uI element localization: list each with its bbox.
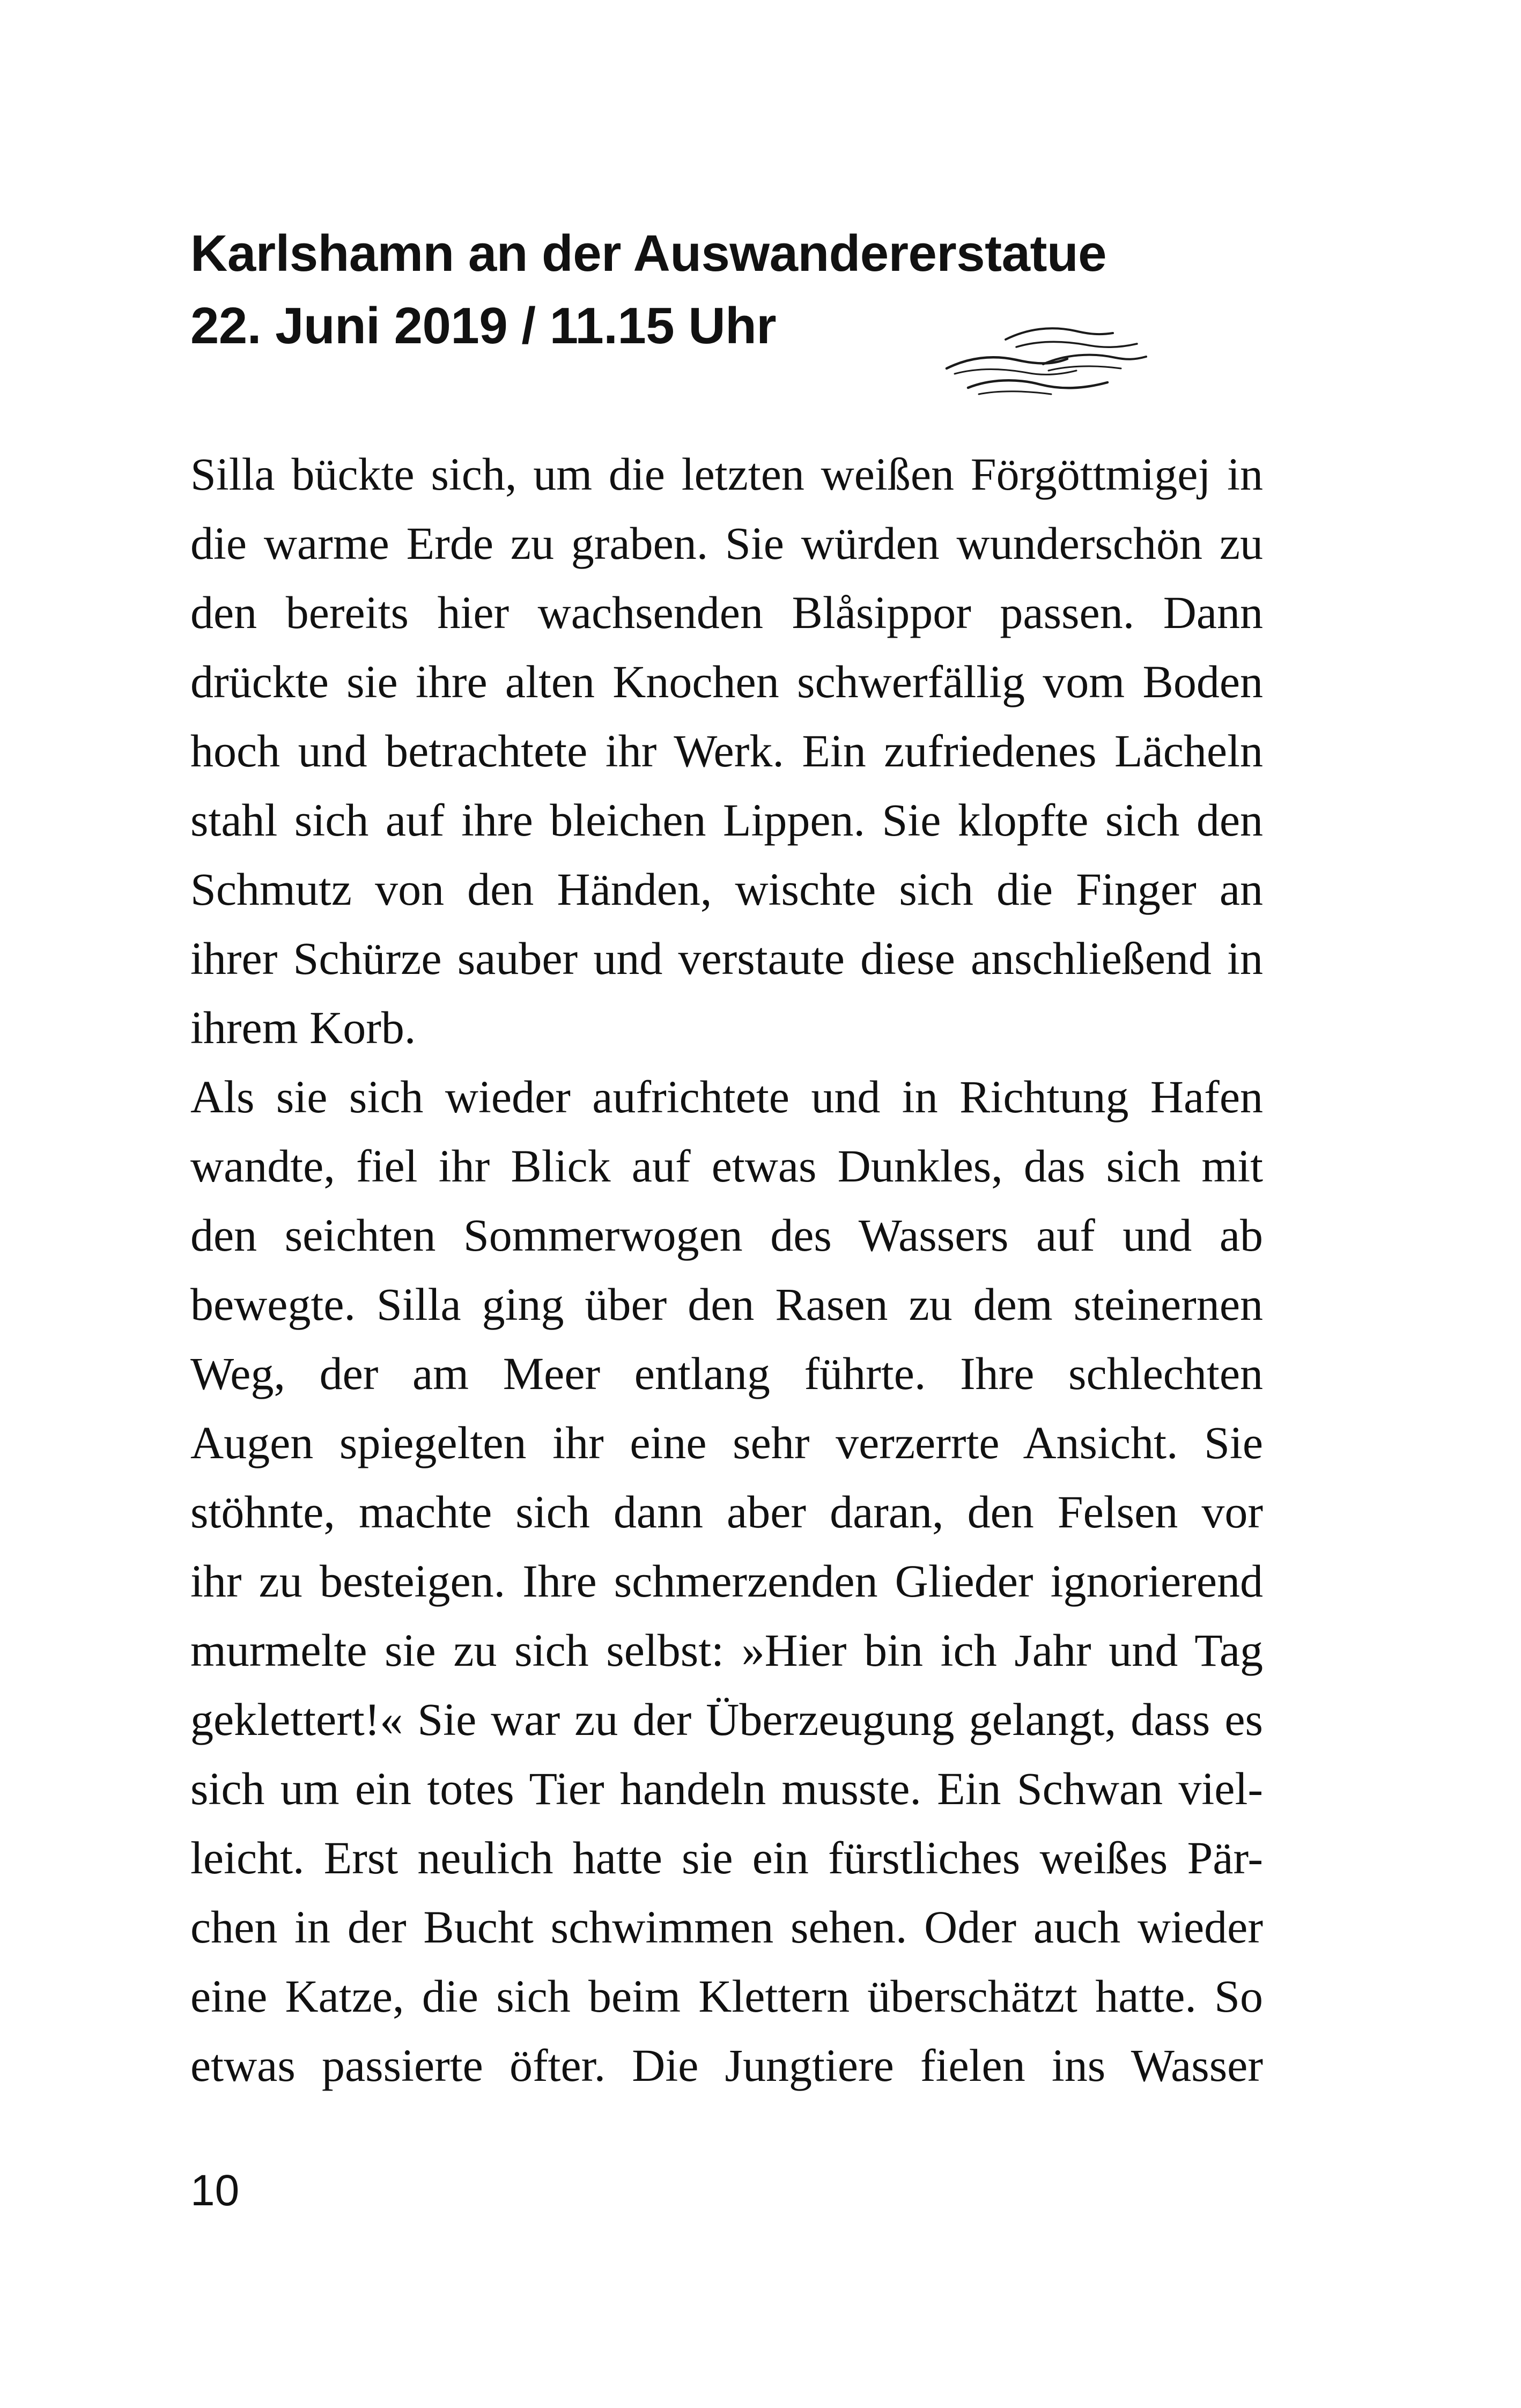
text-line: drückte sie ihre alten Knochen schwerfällig vom Boden <box>190 656 1263 707</box>
text-line: wandte, fiel ihr Blick auf etwas Dunkles, das sich mit <box>190 1140 1263 1192</box>
body-text <box>190 440 1263 2100</box>
paragraph-1 <box>190 440 1263 1062</box>
text-line: geklettert!« Sie war zu der Überzeugung gelangt, dass es <box>190 1694 1263 1745</box>
text-line: Weg, der am Meer entlang führte. Ihre schlechten <box>190 1348 1263 1399</box>
text-line: ihrer Schürze sauber und verstaute diese anschließend in <box>190 933 1263 984</box>
text-line: Augen spiegelten ihr eine sehr verzerrte Ansicht. Sie <box>190 1417 1263 1468</box>
text-line: den seichten Sommerwogen des Wassers auf und ab <box>190 1209 1263 1261</box>
text-line: stahl sich auf ihre bleichen Lippen. Sie klopfte sich den <box>190 794 1263 846</box>
paragraph-2 <box>190 1062 1263 2100</box>
text-line: Als sie sich wieder aufrichtete und in Richtung Hafen <box>190 1071 1263 1122</box>
waves-ornament-icon <box>936 319 1150 405</box>
text-line: sich um ein totes Tier handeln musste. Ein Schwan viel- <box>190 1763 1263 1814</box>
text-line: ihrem Korb. <box>190 1002 416 1053</box>
chapter-heading-location: Karlshamn an der Auswandererstatue <box>190 225 1106 282</box>
text-line: die warme Erde zu graben. Sie würden wunderschön zu <box>190 518 1263 569</box>
text-line: stöhnte, machte sich dann aber daran, den Felsen vor <box>190 1486 1263 1538</box>
text-line: murmelte sie zu sich selbst: »Hier bin ich Jahr und Tag <box>190 1624 1263 1676</box>
chapter-heading-date: 22. Juni 2019 / 11.15 Uhr <box>190 297 777 354</box>
text-line: eine Katze, die sich beim Klettern überschätzt hatte. So <box>190 1970 1263 2022</box>
text-line: ihr zu besteigen. Ihre schmerzenden Glieder ignorierend <box>190 1555 1263 1607</box>
text-line: leicht. Erst neulich hatte sie ein fürstliches weißes Pär- <box>190 1832 1263 1883</box>
page-number: 10 <box>190 2166 240 2215</box>
chapter-heading <box>190 217 1370 362</box>
text-line: chen in der Bucht schwimmen sehen. Oder auch wieder <box>190 1901 1263 1953</box>
text-line: Silla bückte sich, um die letzten weißen Förgöttmigej in <box>190 448 1263 500</box>
text-line: hoch und betrachtete ihr Werk. Ein zufriedenes Lächeln <box>190 725 1263 777</box>
text-line: bewegte. Silla ging über den Rasen zu dem steinernen <box>190 1279 1263 1330</box>
text-line: Schmutz von den Händen, wischte sich die Finger an <box>190 863 1263 915</box>
text-line: den bereits hier wachsenden Blåsippor passen. Dann <box>190 587 1263 638</box>
text-line: etwas passierte öfter. Die Jungtiere fielen ins Wasser <box>190 2040 1263 2091</box>
